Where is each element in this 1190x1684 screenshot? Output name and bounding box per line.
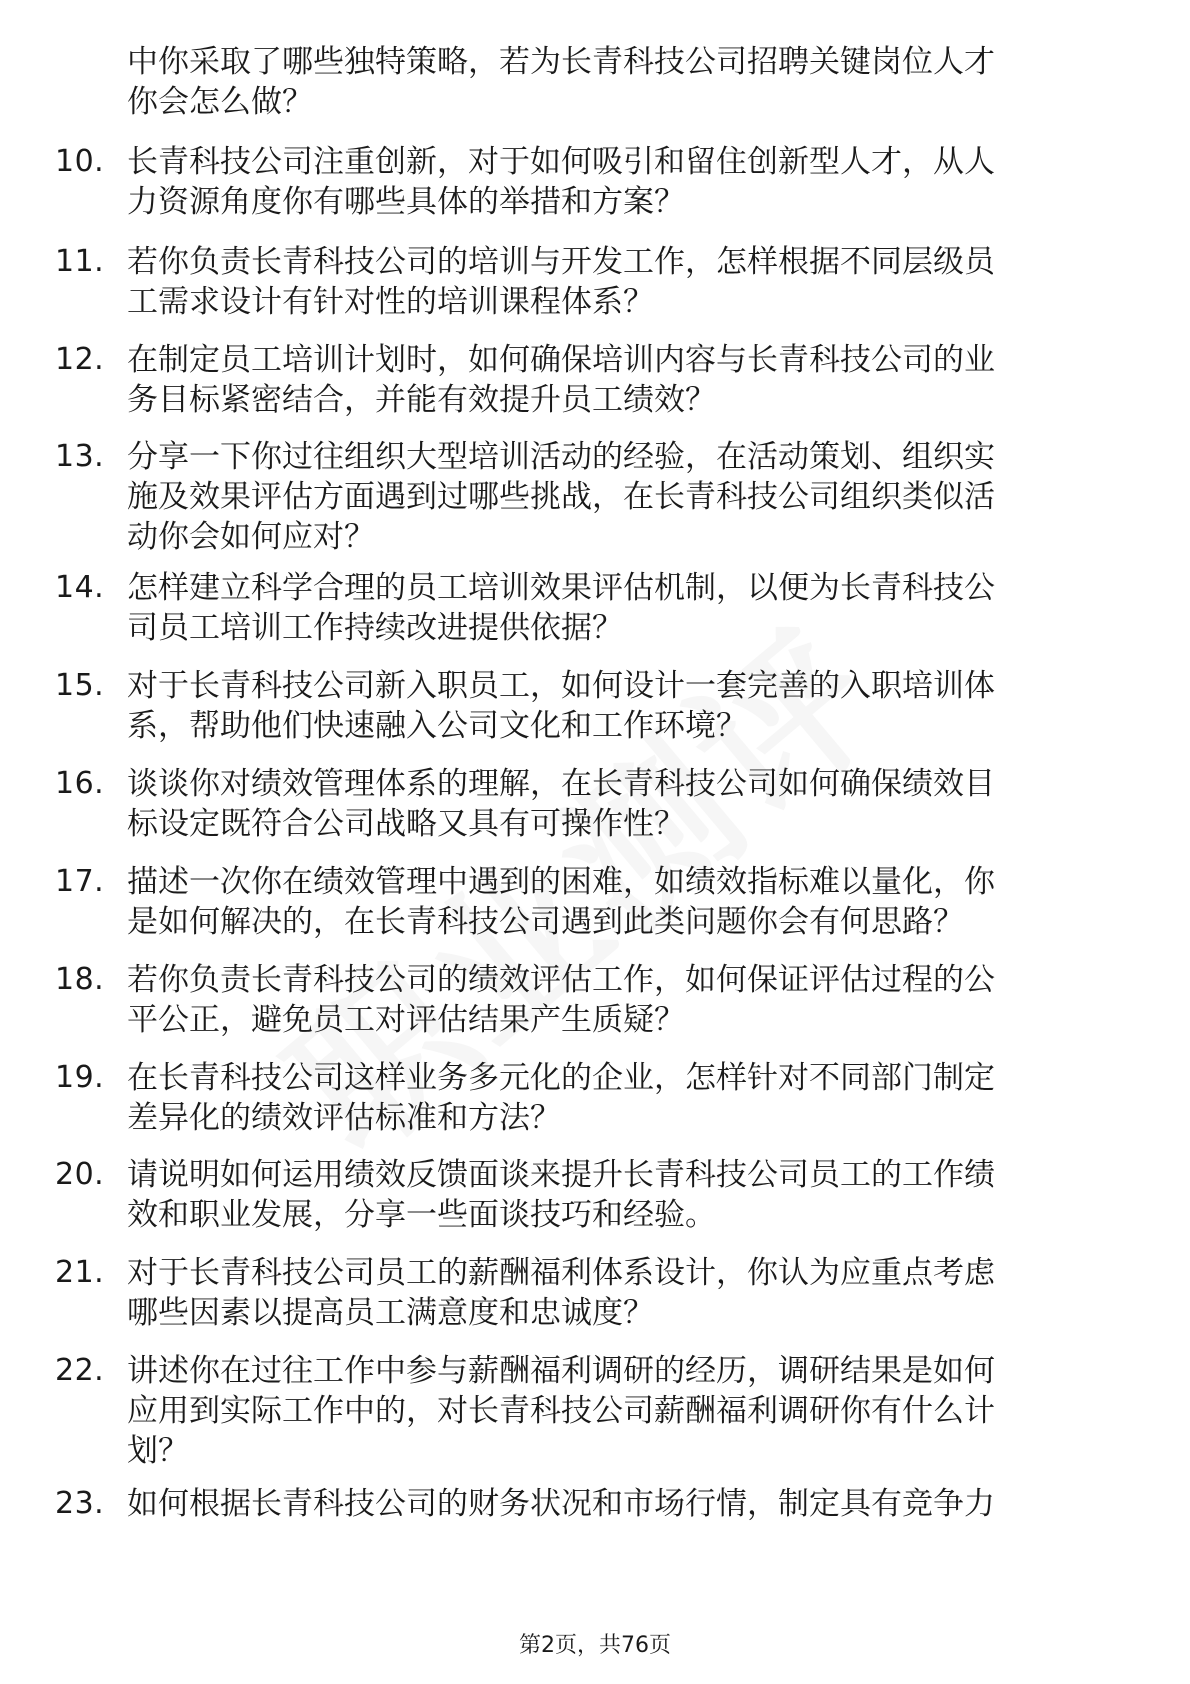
item-text: 对于长青科技公司员工的薪酬福利体系设计，你认为应重点考虑 哪些因素以提高员工满意度和忠诚度？ — [127, 1255, 995, 1331]
item-text: 谈谈你对绩效管理体系的理解，在长青科技公司如何确保绩效目 标设定既符合公司战略又具有可操作性？ — [127, 766, 995, 842]
item-text: 请说明如何运用绩效反馈面谈来提升长青科技公司员工的工作绩 效和职业发展，分享一些面谈技巧和经验。 — [127, 1157, 995, 1233]
item-text: 若你负责长青科技公司的绩效评估工作，如何保证评估过程的公 平公正，避免员工对评估结果产生质疑？ — [127, 962, 995, 1038]
item-number: 22. — [55, 1353, 105, 1388]
item-text: 怎样建立科学合理的员工培训效果评估机制，以便为长青科技公 司员工培训工作持续改进提供依据？ — [127, 570, 995, 646]
item-text: 在长青科技公司这样业务多元化的企业，怎样针对不同部门制定 差异化的绩效评估标准和方法？ — [127, 1060, 995, 1136]
item-text: 描述一次你在绩效管理中遇到的困难，如绩效指标难以量化，你 是如何解决的，在长青科技公司遇到此类问题你会有何思路？ — [127, 864, 995, 940]
item-number: 19. — [55, 1060, 105, 1095]
item-number: 13. — [55, 439, 105, 474]
item-number: 14. — [55, 570, 105, 605]
item-text: 中你采取了哪些独特策略，若为长青科技公司招聘关键岗位人才 你会怎么做？ — [127, 44, 995, 120]
item-number: 17. — [55, 864, 105, 899]
item-number: 11. — [55, 244, 105, 279]
item-text: 如何根据长青科技公司的财务状况和市场行情，制定具有竞争力 — [127, 1486, 995, 1522]
item-number: 15. — [55, 668, 105, 703]
item-text: 长青科技公司注重创新，对于如何吸引和留住创新型人才，从人 力资源角度你有哪些具体的举措和方案？ — [127, 144, 995, 220]
item-text: 对于长青科技公司新入职员工，如何设计一套完善的入职培训体 系，帮助他们快速融入公司文化和工作环境？ — [127, 668, 995, 744]
item-text: 若你负责长青科技公司的培训与开发工作，怎样根据不同层级员 工需求设计有针对性的培训课程体系？ — [127, 244, 995, 320]
item-number: 23. — [55, 1486, 105, 1521]
item-text: 分享一下你过往组织大型培训活动的经验，在活动策划、组织实 施及效果评估方面遇到过哪些挑战，在长青科技公司组织类似活 动你会如何应对？ — [127, 439, 995, 555]
item-number: 21. — [55, 1255, 105, 1290]
item-number: 20. — [55, 1157, 105, 1192]
item-number: 18. — [55, 962, 105, 997]
item-number: 16. — [55, 766, 105, 801]
item-number: 10. — [55, 144, 105, 179]
item-text: 讲述你在过往工作中参与薪酬福利调研的经历，调研结果是如何 应用到实际工作中的，对长青科技公司薪酬福利调研你有什么计 划？ — [127, 1353, 995, 1469]
page-footer: 第2页，共76页 — [519, 1633, 671, 1658]
item-text: 在制定员工培训计划时，如何确保培训内容与长青科技公司的业 务目标紧密结合，并能有效提升员工绩效？ — [127, 342, 995, 418]
item-number: 12. — [55, 342, 105, 377]
